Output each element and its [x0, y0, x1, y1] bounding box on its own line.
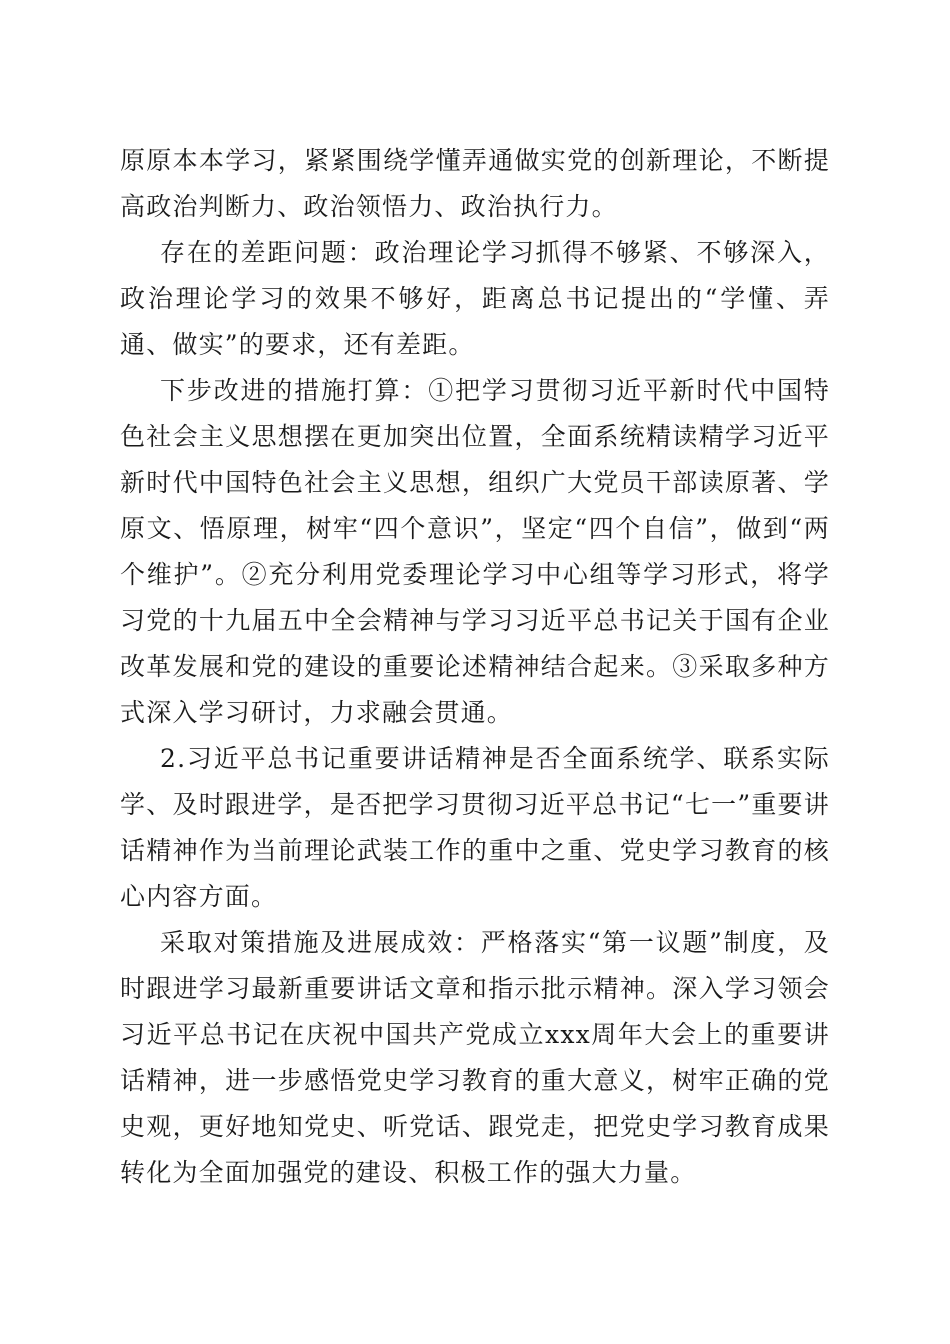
- paragraph-1: 原原本本学习，紧紧围绕学懂弄通做实党的创新理论，不断提高政治判断力、政治领悟力、政治执行力。: [120, 146, 830, 221]
- paragraph-5: 采取对策措施及进展成效：严格落实“第一议题”制度，及时跟进学习最新重要讲话文章和指示批示精神。深入学习领会习近平总书记在庆祝中国共产党成立xxx周年大会上的重要讲话精神，进一步感悟党史学习教育的重大意义，树牢正确的党史观，更好地知党史、听党话、跟党走，把党史学习教育成果转化为全面加强党的建设、积极工作的强大力量。: [120, 928, 830, 1187]
- paragraph-3: 下步改进的措施打算：①把学习贯彻习近平新时代中国特色社会主义思想摆在更加突出位置，全面系统精读精学习近平新时代中国特色社会主义思想，组织广大党员干部读原著、学原文、悟原理，树牢“四个意识”，坚定“四个自信”，做到“两个维护”。②充分利用党委理论学习中心组等学习形式，将学习党的十九届五中全会精神与学习习近平总书记关于国有企业改革发展和党的建设的重要论述精神结合起来。③采取多种方式深入学习研讨，力求融会贯通。: [120, 376, 830, 727]
- document-body: [120, 138, 830, 1196]
- paragraph-2: 存在的差距问题：政治理论学习抓得不够紧、不够深入，政治理论学习的效果不够好，距离总书记提出的“学懂、弄通、做实”的要求，还有差距。: [120, 238, 830, 359]
- paragraph-4: 2.习近平总书记重要讲话精神是否全面系统学、联系实际学、及时跟进学，是否把学习贯彻习近平总书记“七一”重要讲话精神作为当前理论武装工作的重中之重、党史学习教育的核心内容方面。: [120, 744, 830, 911]
